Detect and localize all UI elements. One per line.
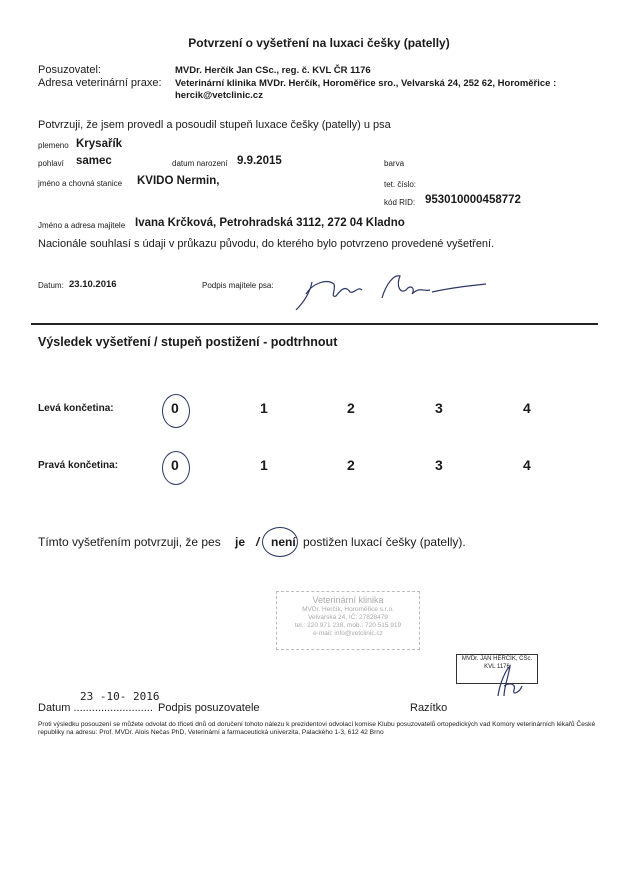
conclusion-neni[interactable]: není <box>271 535 296 549</box>
right-grade-0[interactable]: 0 <box>171 457 179 473</box>
name-value: KVIDO Nermin, <box>137 175 220 187</box>
left-grade-2[interactable]: 2 <box>347 400 355 416</box>
color-label: barva <box>384 159 405 168</box>
handwritten-date: 23 -10- 2016 <box>80 690 160 703</box>
examiner-value: MVDr. Herčík Jan CSc., reg. č. KVL ČR 1176 <box>175 65 371 76</box>
conclusion-suffix: postižen luxací češky (patelly). <box>303 535 466 549</box>
right-grade-4[interactable]: 4 <box>523 457 531 473</box>
clinic-stamp: Veterinární klinika MVDr. Herčík, Horoměřice s.r.o. Velvarská 24, IČ: 27828479 tel.: 220 971 238, mob.: 720 515 919 e-mail: info@vetclinic.cz <box>276 591 420 650</box>
rid-value: 953010000458772 <box>425 194 521 206</box>
rid-label: kód RID: <box>384 198 416 207</box>
owner-signature <box>282 264 492 314</box>
datum-label: Datum .......................... <box>38 702 153 714</box>
left-leg-label: Levá končetina: <box>38 403 114 414</box>
conclusion-slash: / <box>256 535 260 549</box>
left-grade-3[interactable]: 3 <box>435 400 443 416</box>
name-label: jméno a chovná stanice <box>38 179 123 188</box>
sex-value: samec <box>76 155 112 167</box>
right-leg-label: Pravá končetina: <box>38 460 119 471</box>
right-grade-2[interactable]: 2 <box>347 457 355 473</box>
dob-label: datum narození <box>172 159 228 168</box>
stamp-label: Razítko <box>410 702 448 714</box>
consent-text: Nacionále souhlasí s údaji v průkazu původu, do kterého bylo potvrzeno provedené vyšetření. <box>38 238 495 250</box>
left-grade-1[interactable]: 1 <box>260 400 268 416</box>
owner-sign-label: Podpis majitele psa: <box>202 281 274 290</box>
address-label: Adresa veterinární praxe: <box>38 77 162 89</box>
right-grade-3[interactable]: 3 <box>435 457 443 473</box>
breed-label: plemeno <box>38 141 69 150</box>
breed-value: Krysařík <box>76 138 123 150</box>
appeal-note: Proti výsledku posouzení se můžete odvolat do třiceti dnů od doručení tohoto nálezu k prezidentovi odvolací komise Klubu posuzovatelů ortopedických vad Komory veterinárních lékařů České republiky na adresu: Prof. MVDr. Alois Nečas PhD, Veterinární a farmaceutická univerzita, Palackého 1-3, 612 42 Brno <box>38 721 596 736</box>
sign-label: Podpis posuzovatele <box>158 702 260 714</box>
vet-stamp: MVDr. JAN HERČÍK, CSc. KVL 1176 <box>456 654 538 684</box>
date-label: Datum: <box>38 281 64 290</box>
left-grade-4[interactable]: 4 <box>523 400 531 416</box>
owner-value: Ivana Krčková, Petrohradská 3112, 272 04 Kladno <box>135 217 405 229</box>
right-grade-circle <box>162 451 190 485</box>
dob-value: 9.9.2015 <box>237 155 282 167</box>
right-grade-1[interactable]: 1 <box>260 457 268 473</box>
date-value: 23.10.2016 <box>69 279 117 290</box>
address-line2: hercik@vetclinic.cz <box>175 90 263 101</box>
conclusion-prefix: Tímto vyšetřením potvrzuji, že pes <box>38 535 221 549</box>
examiner-label: Posuzovatel: <box>38 64 101 76</box>
address-line1: Veterinární klinika MVDr. Herčík, Horoměřice sro., Velvarská 24, 252 62, Horoměřice : <box>175 78 557 89</box>
result-heading: Výsledek vyšetření / stupeň postižení - podtrhnout <box>38 335 338 349</box>
neni-circle <box>262 527 298 557</box>
owner-label: Jméno a adresa majitele <box>38 221 126 230</box>
section-divider <box>31 323 598 325</box>
tattoo-label: tet. číslo: <box>384 180 417 189</box>
conclusion-je[interactable]: je <box>235 535 246 549</box>
vet-signature <box>470 656 540 701</box>
sex-label: pohlaví <box>38 159 64 168</box>
document-title: Potvrzení o vyšetření na luxaci češky (patelly) <box>188 36 450 50</box>
intro-text: Potvrzuji, že jsem provedl a posoudil stupeň luxace češky (patelly) u psa <box>38 119 391 131</box>
left-grade-circle <box>162 394 190 428</box>
left-grade-0[interactable]: 0 <box>171 400 179 416</box>
